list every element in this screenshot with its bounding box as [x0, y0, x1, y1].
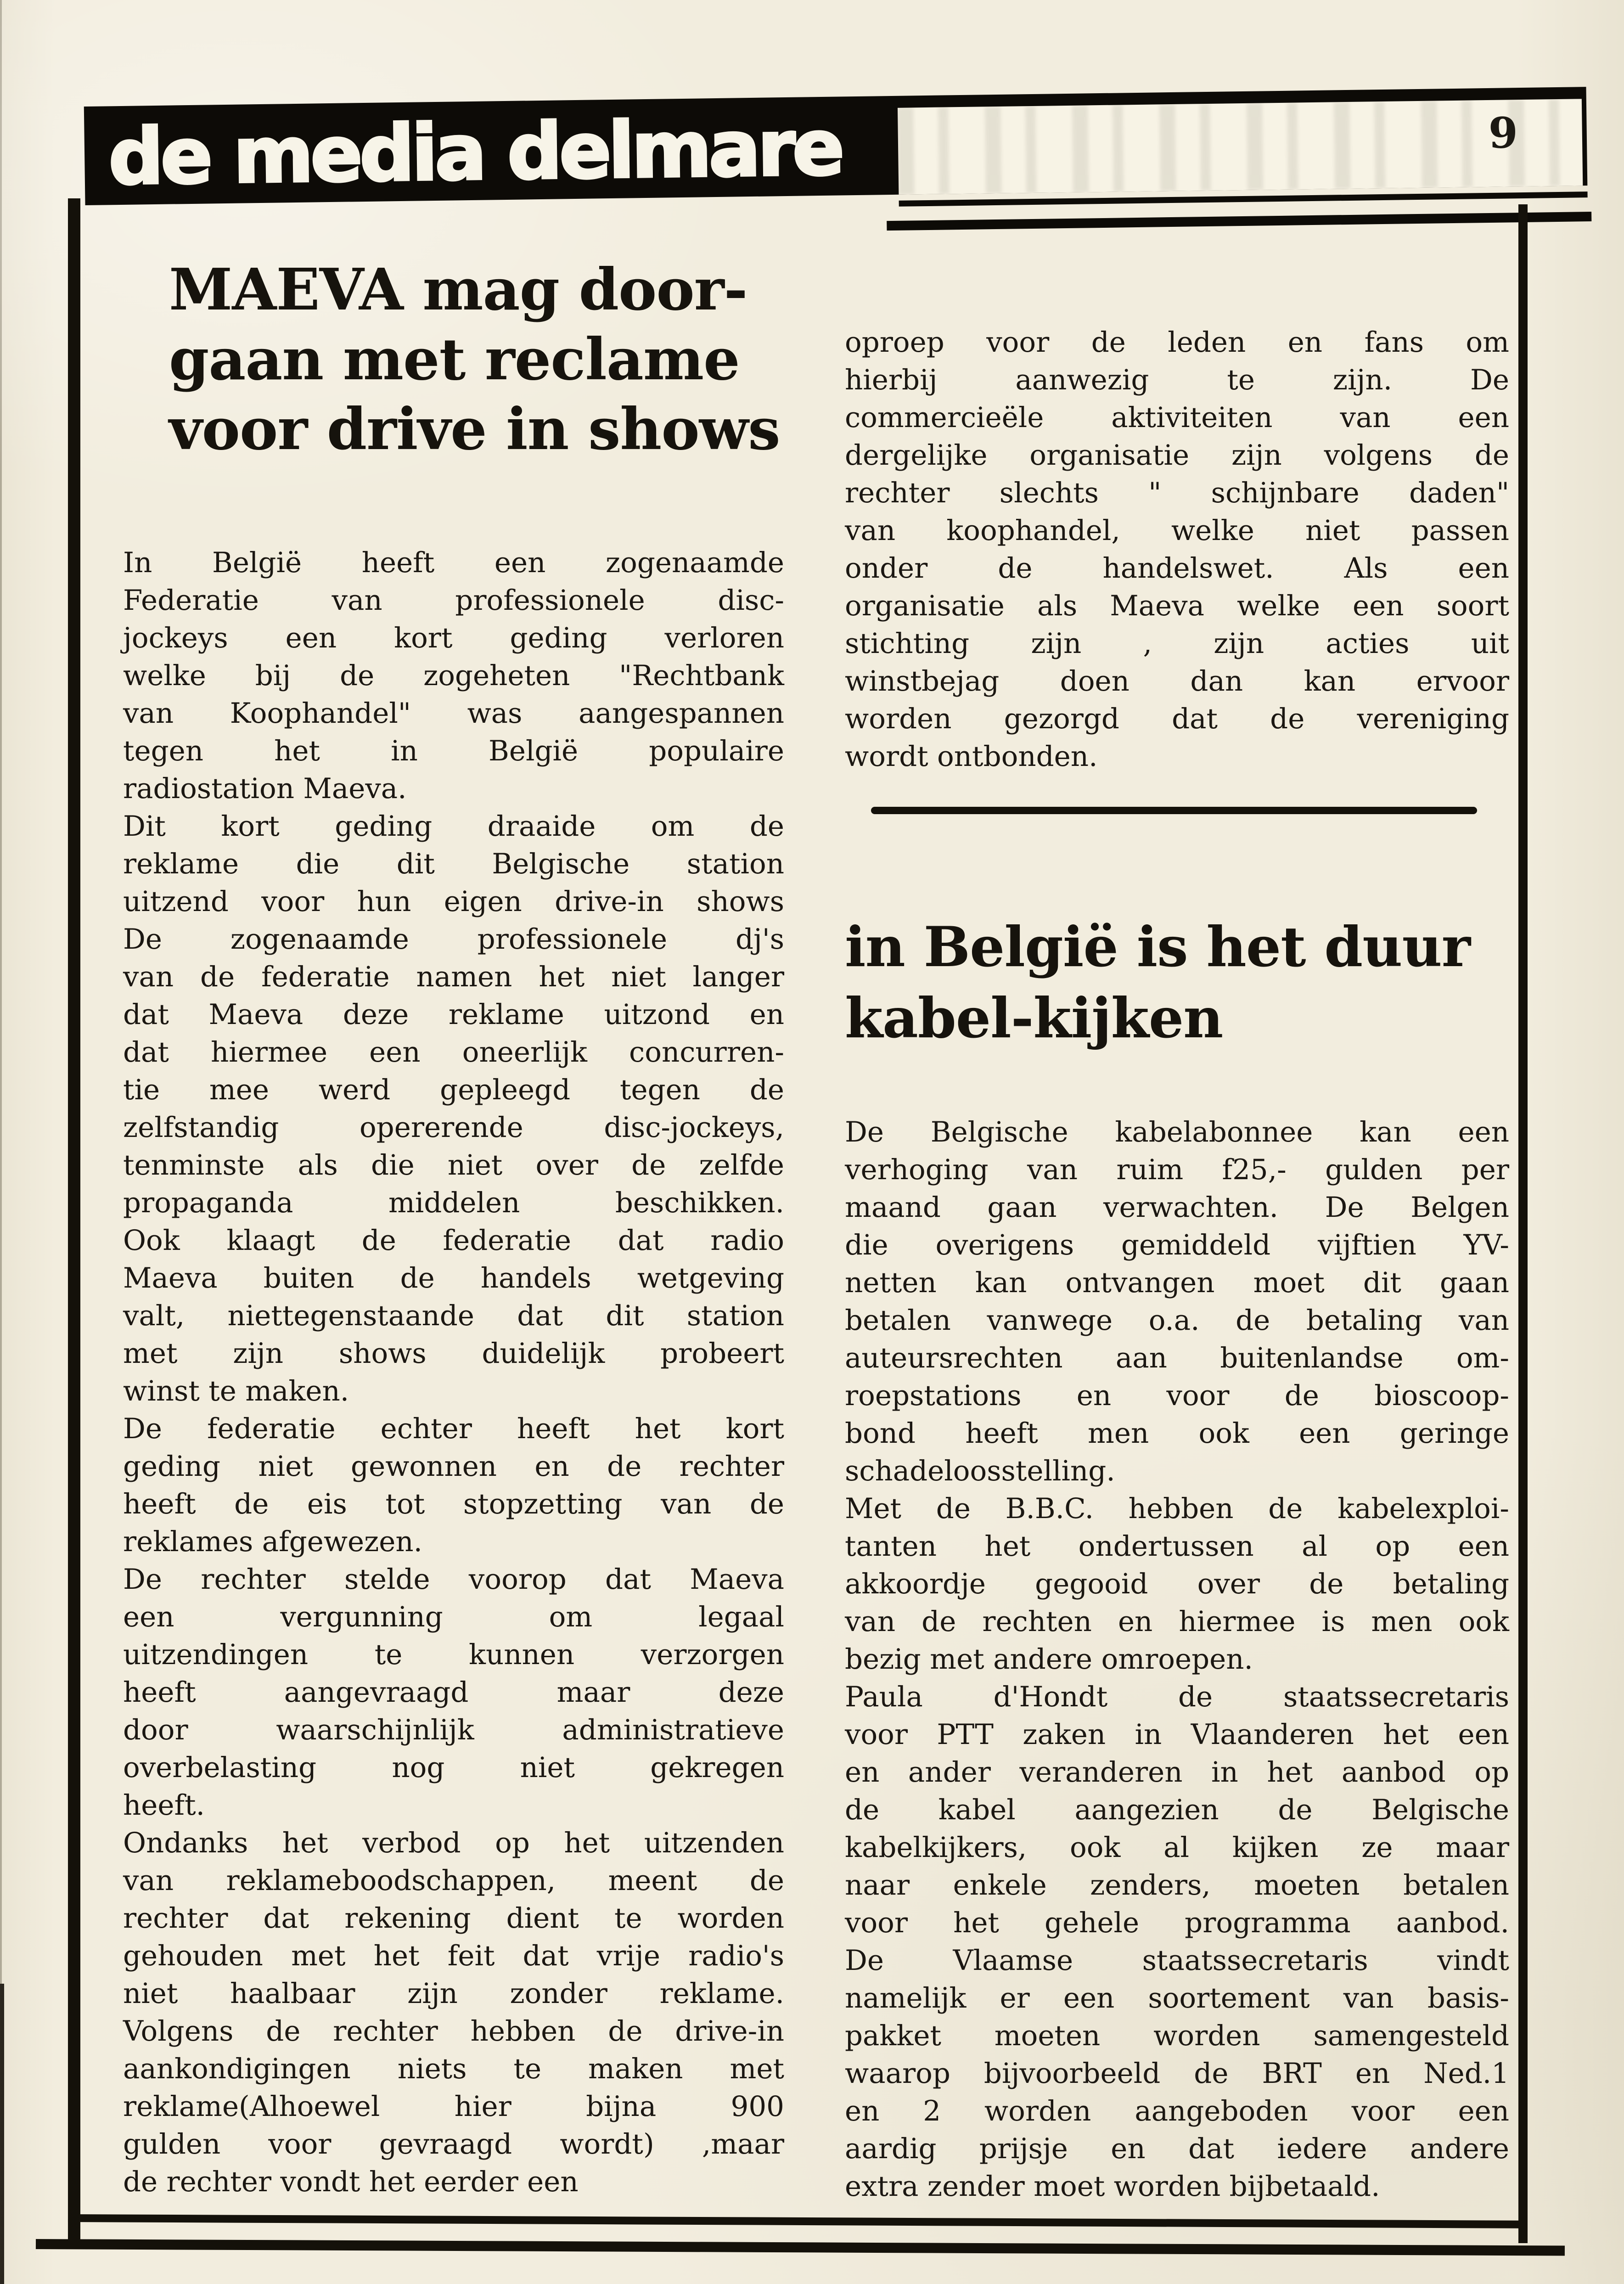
paragraph [845, 324, 1509, 776]
text-line: van Koophandel" was aangespannen [123, 697, 784, 730]
text-line: heeft de eis tot stopzetting van de [123, 1488, 784, 1520]
text-line: hierbij aanwezig te zijn. De [845, 364, 1509, 396]
frame-border-bottom-outer [36, 2239, 1565, 2256]
article-maeva-body-continued [845, 324, 1509, 776]
text-line: onder de handelswet. Als een [845, 552, 1509, 585]
text-line: aardig prijsje en dat iedere andere [845, 2132, 1509, 2165]
paragraph [845, 1678, 1509, 2205]
text-line: heeft. [123, 1789, 205, 1822]
masthead-inset-box [898, 99, 1583, 194]
text-line: en ander veranderen in het aanbod op [845, 1756, 1509, 1789]
text-line: met zijn shows duidelijk probeert [123, 1337, 784, 1370]
text-line: niet haalbaar zijn zonder reklame. [123, 1977, 784, 2010]
text-line: namelijk er een soortement van basis- [845, 1982, 1509, 2014]
right-column [845, 324, 1509, 2205]
masthead-underline-thin [899, 191, 1588, 207]
paragraph [845, 1114, 1509, 1490]
text-line: organisatie als Maeva welke een soort [845, 590, 1509, 622]
text-line: jockeys een kort geding verloren [123, 622, 784, 654]
text-line: winst te maken. [123, 1375, 349, 1407]
text-line: De Vlaamse staatssecretaris vindt [845, 1944, 1509, 1977]
text-line: van reklameboodschappen, meent de [123, 1864, 784, 1897]
text-line: bond heeft men ook een geringe [845, 1417, 1509, 1450]
text-line: tanten het ondertussen al op een [845, 1530, 1509, 1563]
text-line: dat hiermee een oneerlijk concurren- [123, 1036, 784, 1069]
text-line: aankondigingen niets te maken met [123, 2053, 784, 2085]
text-line: betalen vanwege o.a. de betaling van [845, 1304, 1509, 1337]
page-number: 9 [1488, 108, 1518, 158]
text-line: Volgens de rechter hebben de drive-in [123, 2015, 784, 2048]
text-line: de rechter vondt het eerder een [123, 2166, 579, 2198]
text-line: pakket moeten worden samengesteld [845, 2020, 1509, 2052]
text-line: Met de B.B.C. hebben de kabelexploi- [845, 1492, 1509, 1525]
text-line: kabelkijkers, ook al kijken ze maar [845, 1831, 1509, 1864]
text-line: een vergunning om legaal [123, 1601, 784, 1633]
headline-line: in België is het duur [845, 915, 1470, 979]
text-line: bezig met andere omroepen. [845, 1643, 1253, 1676]
text-line: tegen het in België populaire [123, 735, 784, 767]
text-line: stichting zijn , zijn acties uit [845, 627, 1509, 660]
text-line: netten kan ontvangen moet dit gaan [845, 1266, 1509, 1299]
text-line: geding niet gewonnen en de rechter [123, 1450, 784, 1483]
text-line: propaganda middelen beschikken. [123, 1187, 784, 1219]
text-line: schadeloosstelling. [845, 1455, 1115, 1487]
frame-border-right [1518, 204, 1528, 2243]
paragraph [123, 808, 784, 1410]
masthead [84, 87, 1588, 263]
text-line: commercieële aktiviteiten van een [845, 401, 1509, 434]
text-line: Ondanks het verbod op het uitzenden [123, 1827, 784, 1859]
text-line: dat Maeva deze reklame uitzond en [123, 998, 784, 1031]
article-maeva-left-column [123, 255, 784, 2201]
headline-line: voor drive in shows [169, 396, 780, 463]
text-line: en 2 worden aangeboden voor een [845, 2095, 1509, 2127]
text-line: overbelasting nog niet gekregen [123, 1751, 784, 1784]
text-line: waarop bijvoorbeeld de BRT en Ned.1 [845, 2057, 1509, 2090]
text-line: van de rechten en hiermee is men ook [845, 1605, 1509, 1638]
text-line: wordt ontbonden. [845, 740, 1098, 773]
article-maeva-headline [123, 255, 784, 464]
frame-border-left [68, 198, 80, 2245]
text-line: voor het gehele programma aanbod. [845, 1907, 1509, 1939]
text-line: heeft aangevraagd maar deze [123, 1676, 784, 1709]
text-line: tenminste als die niet over de zelfde [123, 1149, 784, 1181]
text-line: door waarschijnlijk administratieve [123, 1714, 784, 1746]
masthead-underline-thick [887, 212, 1591, 231]
text-line: gehouden met het feit dat vrije radio's [123, 1940, 784, 1972]
text-line: naar enkele zenders, moeten betalen [845, 1869, 1509, 1901]
text-line: Paula d'Hondt de staatssecretaris [845, 1681, 1509, 1713]
headline-line: MAEVA mag door- [169, 256, 747, 323]
text-line: van de federatie namen het niet langer [123, 961, 784, 993]
text-line: rechter dat rekening dient te worden [123, 1902, 784, 1935]
text-line: radiostation Maeva. [123, 772, 407, 805]
headline-line: gaan met reclame [169, 326, 740, 393]
text-line: worden gezorgd dat de vereniging [845, 703, 1509, 735]
text-line: rechter slechts " schijnbare daden" [845, 477, 1509, 509]
text-line: roepstations en voor de bioscoop- [845, 1379, 1509, 1412]
text-line: welke bij de zogeheten "Rechtbank [123, 659, 784, 692]
scan-crease-line [0, 0, 2, 1984]
paragraph [845, 1490, 1509, 1678]
text-line: Ook klaagt de federatie dat radio [123, 1224, 784, 1257]
article-separator-rule [871, 807, 1477, 814]
text-line: akkoordje gegooid over de betaling [845, 1568, 1509, 1600]
article-maeva-body-left [123, 544, 784, 2201]
text-line: Federatie van professionele disc- [123, 584, 784, 617]
text-line: Dit kort geding draaide om de [123, 810, 784, 843]
text-line: De rechter stelde voorop dat Maeva [123, 1563, 784, 1596]
text-line: uitzendingen te kunnen verzorgen [123, 1638, 784, 1671]
text-line: Maeva buiten de handels wetgeving [123, 1262, 784, 1294]
text-line: reklame(Alhoewel hier bijna 900 [123, 2090, 784, 2123]
text-line: die overigens gemiddeld vijftien YV- [845, 1229, 1509, 1261]
article-kabel-headline [845, 911, 1509, 1054]
frame-border-bottom-inner [68, 2214, 1528, 2228]
paragraph [123, 1410, 784, 1561]
text-line: reklames afgewezen. [123, 1525, 423, 1558]
text-line: winstbejag doen dan kan ervoor [845, 665, 1509, 698]
text-line: De federatie echter heeft het kort [123, 1412, 784, 1445]
magazine-logo: de media delmare [107, 102, 842, 202]
paragraph [123, 1824, 784, 2201]
text-line: De Belgische kabelabonnee kan een [845, 1116, 1509, 1148]
column-divider-left-box [0, 1984, 4, 2284]
text-line: zelfstandig opererende disc-jockeys, [123, 1111, 784, 1144]
text-line: de kabel aangezien de Belgische [845, 1794, 1509, 1826]
text-line: tie mee werd gepleegd tegen de [123, 1074, 784, 1106]
text-line: De zogenaamde professionele dj's [123, 923, 784, 956]
text-line: In België heeft een zogenaamde [123, 546, 784, 579]
text-line: valt, niettegenstaande dat dit station [123, 1300, 784, 1332]
headline-line: kabel-kijken [845, 986, 1223, 1051]
text-line: voor PTT zaken in Vlaanderen het een [845, 1718, 1509, 1751]
text-line: gulden voor gevraagd wordt) ,maar [123, 2128, 784, 2160]
text-line: oproep voor de leden en fans om [845, 326, 1509, 359]
text-line: extra zender moet worden bijbetaald. [845, 2170, 1380, 2203]
paragraph [123, 544, 784, 808]
text-line: verhoging van ruim f25,- gulden per [845, 1153, 1509, 1186]
text-line: auteursrechten aan buitenlandse om- [845, 1342, 1509, 1374]
print-bleed-ghosting [898, 99, 1583, 194]
text-line: maand gaan verwachten. De Belgen [845, 1191, 1509, 1224]
text-line: uitzend voor hun eigen drive-in shows [123, 885, 784, 918]
article-kabel-body [845, 1114, 1509, 2205]
text-line: van koophandel, welke niet passen [845, 514, 1509, 547]
text-line: reklame die dit Belgische station [123, 848, 784, 880]
paragraph [123, 1561, 784, 1824]
text-line: dergelijke organisatie zijn volgens de [845, 439, 1509, 472]
